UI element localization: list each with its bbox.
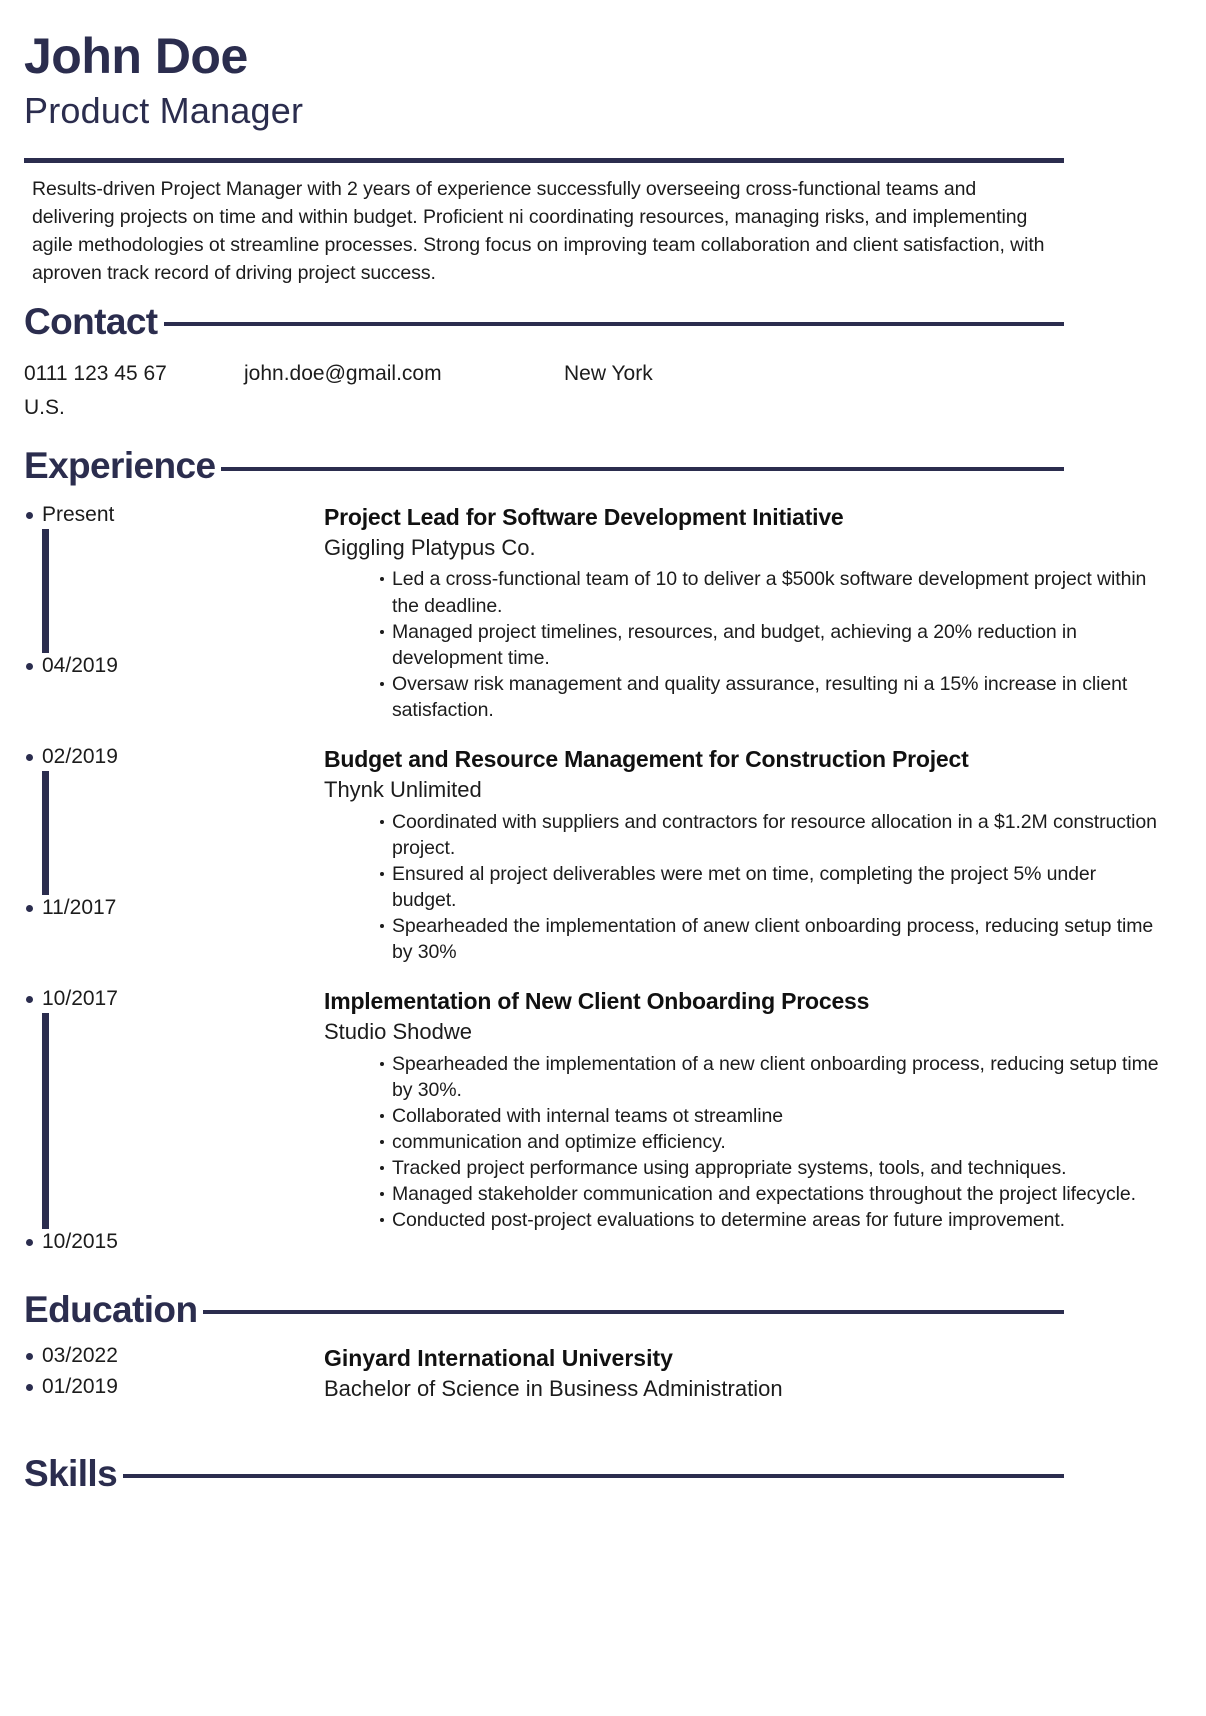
experience-company: Studio Shodwe	[324, 1019, 472, 1045]
education-list	[24, 1344, 1182, 1403]
bullet-item: Ensured al project deliverables were met on time, completing the project 5% under budget.	[392, 861, 1162, 913]
education-dates	[24, 1344, 324, 1403]
experience-date-start: 10/2015	[42, 1230, 324, 1253]
education-entry	[24, 1344, 1182, 1403]
experience-date-end: 10/2017	[42, 987, 324, 1010]
contact-phone[interactable]: 0111 123 45 67	[24, 362, 167, 386]
bullet-item: Tracked project performance using appropriate systems, tools, and techniques.	[392, 1155, 1162, 1181]
education-date-end: 03/2022	[42, 1344, 324, 1367]
section-rule-contact	[164, 322, 1064, 326]
experience-date-start: 04/2019	[42, 654, 324, 677]
bullet-item: Managed stakeholder communication and expectations throughout the project lifecycle.	[392, 1181, 1162, 1207]
education-date-start: 01/2019	[42, 1375, 324, 1398]
experience-entry	[24, 503, 1182, 723]
experience-dates	[24, 503, 324, 723]
education-content	[324, 1344, 1182, 1403]
bullet-item: communication and optimize efficiency.	[392, 1129, 1162, 1155]
experience-list	[24, 503, 1182, 1253]
experience-title: Budget and Resource Management for Construction Project	[324, 746, 969, 773]
experience-company: Giggling Platypus Co.	[324, 534, 536, 560]
bullet-item: Conducted post-project evaluations to determine areas for future improvement.	[392, 1207, 1162, 1233]
contact-country: U.S.	[24, 396, 65, 420]
experience-content	[324, 745, 1182, 965]
experience-date-end: Present	[42, 503, 324, 526]
section-rule-skills	[123, 1474, 1064, 1478]
bullet-item: Oversaw risk management and quality assurance, resulting ni a 15% increase in client satisfaction.	[392, 671, 1162, 723]
contact-details-row	[24, 362, 1182, 386]
section-rule-education	[203, 1310, 1064, 1314]
education-school: Ginyard International University	[324, 1345, 673, 1372]
experience-dates	[24, 745, 324, 965]
header-divider	[24, 158, 1064, 163]
bullet-item: Coordinated with suppliers and contractors for resource allocation in a $1.2M construction project.	[392, 809, 1162, 861]
timeline-bar	[42, 1013, 49, 1229]
experience-title: Implementation of New Client Onboarding Process	[324, 988, 870, 1015]
section-title-experience: Experience	[24, 445, 216, 487]
resume-page	[0, 30, 1206, 1494]
professional-summary: Results-driven Project Manager with 2 years of experience successfully overseeing cross-functional teams and delivering projects on time and within budget. Proficient ni coordinating resources, managing risks, and implementing agile methodologies ot streamline processes. Strong focus on improving team collaboration and client satisfaction, with aproven track record of driving project success.	[32, 177, 1045, 285]
bullet-item: Led a cross-functional team of 10 to deliver a $500k software development project within the deadline.	[392, 566, 1162, 618]
experience-company: Thynk Unlimited	[324, 776, 482, 802]
section-rule-experience	[221, 467, 1064, 471]
resume-header	[24, 30, 1182, 132]
bullet-item: Spearheaded the implementation of a new client onboarding process, reducing setup time by 30%.	[392, 1051, 1162, 1103]
experience-title: Project Lead for Software Development Initiative	[324, 504, 844, 531]
education-degree: Bachelor of Science in Business Administration	[324, 1375, 783, 1401]
contact-location: New York	[564, 362, 653, 386]
timeline-bar	[42, 529, 49, 653]
experience-content	[324, 987, 1182, 1253]
experience-entry	[24, 745, 1182, 965]
section-title-skills: Skills	[24, 1452, 118, 1494]
experience-bullets	[324, 809, 1162, 966]
section-title-contact: Contact	[24, 300, 158, 342]
section-header-experience	[24, 446, 1064, 487]
experience-dates	[24, 987, 324, 1253]
contact-email[interactable]: john.doe@gmail.com	[244, 362, 442, 386]
experience-date-end: 02/2019	[42, 745, 324, 768]
timeline-bar	[42, 771, 49, 895]
section-header-skills	[24, 1454, 1064, 1495]
section-header-contact	[24, 302, 1064, 343]
bullet-item: Spearheaded the implementation of anew client onboarding process, reducing setup time by 30%	[392, 913, 1162, 965]
experience-entry	[24, 987, 1182, 1253]
candidate-role: Product Manager	[24, 89, 304, 131]
bullet-item: Managed project timelines, resources, and budget, achieving a 20% reduction in development time.	[392, 619, 1162, 671]
experience-bullets	[324, 1051, 1162, 1234]
section-header-education	[24, 1290, 1064, 1331]
section-title-education: Education	[24, 1288, 198, 1330]
experience-date-start: 11/2017	[42, 896, 324, 919]
experience-content	[324, 503, 1182, 723]
candidate-name: John Doe	[24, 28, 248, 84]
bullet-item: Collaborated with internal teams ot streamline	[392, 1103, 1162, 1129]
experience-bullets	[324, 566, 1162, 723]
